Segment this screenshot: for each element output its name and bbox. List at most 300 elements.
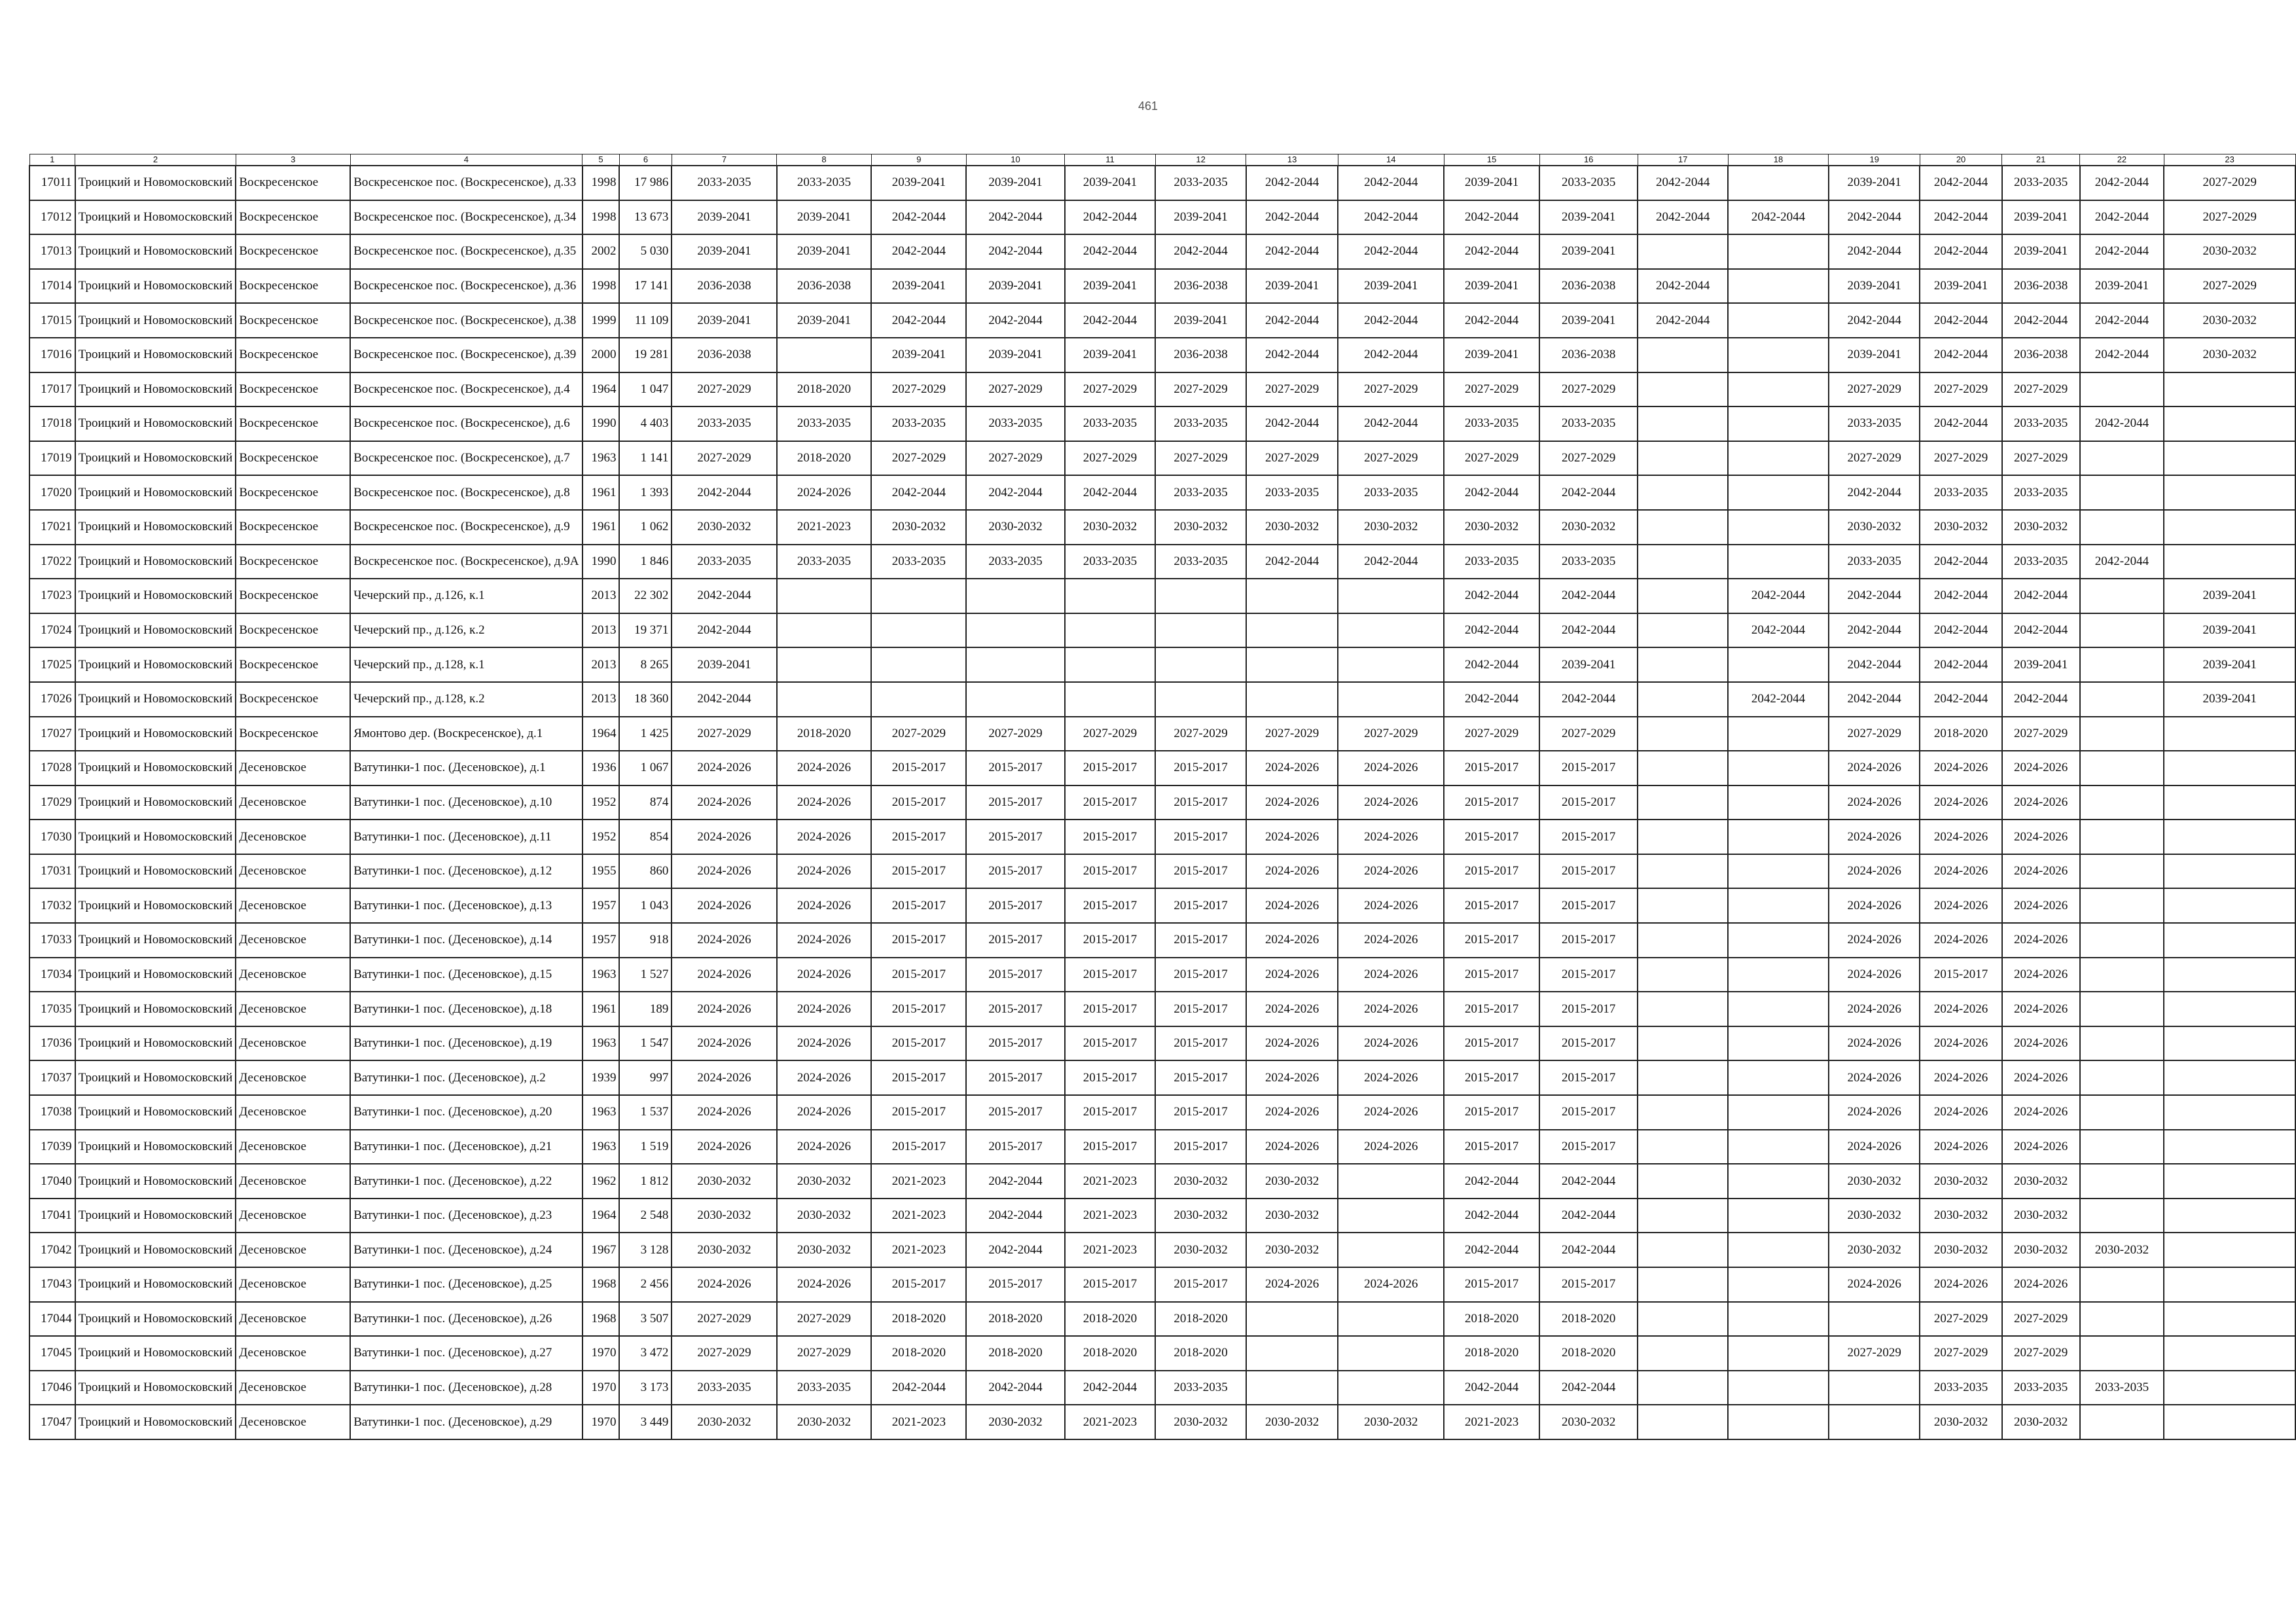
period-cell-col-14: 2024-2026 <box>1338 1095 1444 1130</box>
period-cell-col-11: 2015-2017 <box>1065 854 1156 889</box>
period-cell-col-10: 2015-2017 <box>966 923 1064 958</box>
period-cell-col-23 <box>2164 1199 2295 1233</box>
period-cell-col-12: 2015-2017 <box>1155 992 1246 1026</box>
period-cell-col-9 <box>871 613 966 648</box>
period-cell-col-10: 2015-2017 <box>966 958 1064 992</box>
period-cell-col-13: 2042-2044 <box>1246 200 1338 235</box>
address-cell: Ватутинки-1 пос. (Десеновское), д.2 <box>350 1060 582 1095</box>
table-row <box>29 1026 2295 1061</box>
period-cell-col-19: 2024-2026 <box>1829 1095 1920 1130</box>
period-cell-col-22 <box>2080 854 2164 889</box>
period-cell-col-12: 2015-2017 <box>1155 751 1246 785</box>
period-cell-col-13: 2039-2041 <box>1246 269 1338 304</box>
period-cell-col-18 <box>1728 854 1829 889</box>
period-cell-col-11: 2042-2044 <box>1065 234 1156 269</box>
period-cell-col-8: 2024-2026 <box>777 820 872 854</box>
period-cell-col-23 <box>2164 1233 2295 1267</box>
settlement-cell: Десеновское <box>236 1302 350 1337</box>
period-cell-col-20: 2024-2026 <box>1920 751 2001 785</box>
period-cell-col-7: 2042-2044 <box>672 613 776 648</box>
period-cell-col-9: 2015-2017 <box>871 1026 966 1061</box>
period-cell-col-14 <box>1338 613 1444 648</box>
period-cell-col-9: 2015-2017 <box>871 1095 966 1130</box>
period-cell-col-11: 2015-2017 <box>1065 1130 1156 1164</box>
period-cell-col-15: 2030-2032 <box>1444 510 1539 545</box>
area-cell: 3 449 <box>619 1405 672 1439</box>
row-id-cell: 17011 <box>29 166 75 200</box>
period-cell-col-13: 2030-2032 <box>1246 1233 1338 1267</box>
period-cell-col-12: 2015-2017 <box>1155 854 1246 889</box>
period-cell-col-18 <box>1728 785 1829 820</box>
period-cell-col-22 <box>2080 1405 2164 1439</box>
period-cell-col-10: 2042-2044 <box>966 1233 1064 1267</box>
build-year-cell: 1970 <box>583 1371 620 1405</box>
period-cell-col-20: 2024-2026 <box>1920 785 2001 820</box>
period-cell-col-8: 2039-2041 <box>777 234 872 269</box>
period-cell-col-15: 2039-2041 <box>1444 269 1539 304</box>
period-cell-col-11: 2021-2023 <box>1065 1199 1156 1233</box>
period-cell-col-20: 2042-2044 <box>1920 579 2001 613</box>
period-cell-col-8: 2036-2038 <box>777 269 872 304</box>
period-cell-col-19: 2027-2029 <box>1829 717 1920 751</box>
row-id-cell: 17047 <box>29 1405 75 1439</box>
period-cell-col-19: 2024-2026 <box>1829 992 1920 1026</box>
period-cell-col-23: 2030-2032 <box>2164 234 2295 269</box>
period-cell-col-12 <box>1155 613 1246 648</box>
district-cell: Троицкий и Новомосковский <box>75 166 236 200</box>
column-number-3: 3 <box>236 154 350 166</box>
period-cell-col-8: 2024-2026 <box>777 785 872 820</box>
area-cell: 1 393 <box>619 475 672 510</box>
table-row <box>29 751 2295 785</box>
period-cell-col-19: 2024-2026 <box>1829 1130 1920 1164</box>
period-cell-col-19: 2024-2026 <box>1829 1060 1920 1095</box>
build-year-cell: 1957 <box>583 923 620 958</box>
period-cell-col-9: 2027-2029 <box>871 717 966 751</box>
period-cell-col-13: 2042-2044 <box>1246 406 1338 441</box>
area-cell: 189 <box>619 992 672 1026</box>
period-cell-col-8: 2024-2026 <box>777 888 872 923</box>
build-year-cell: 1990 <box>583 406 620 441</box>
period-cell-col-12: 2033-2035 <box>1155 406 1246 441</box>
period-cell-col-8: 2024-2026 <box>777 992 872 1026</box>
period-cell-col-20: 2024-2026 <box>1920 1267 2001 1302</box>
period-cell-col-12: 2015-2017 <box>1155 1267 1246 1302</box>
period-cell-col-22: 2042-2044 <box>2080 406 2164 441</box>
period-cell-col-19: 2027-2029 <box>1829 1336 1920 1371</box>
period-cell-col-19: 2042-2044 <box>1829 303 1920 338</box>
period-cell-col-22 <box>2080 785 2164 820</box>
period-cell-col-9 <box>871 579 966 613</box>
period-cell-col-11: 2015-2017 <box>1065 785 1156 820</box>
period-cell-col-15: 2015-2017 <box>1444 1026 1539 1061</box>
area-cell: 19 281 <box>619 338 672 372</box>
period-cell-col-9 <box>871 682 966 717</box>
period-cell-col-7: 2024-2026 <box>672 1095 776 1130</box>
period-cell-col-12: 2027-2029 <box>1155 372 1246 407</box>
row-id-cell: 17030 <box>29 820 75 854</box>
period-cell-col-7: 2042-2044 <box>672 579 776 613</box>
period-cell-col-18 <box>1728 820 1829 854</box>
period-cell-col-23: 2027-2029 <box>2164 166 2295 200</box>
period-cell-col-9: 2015-2017 <box>871 992 966 1026</box>
table-row <box>29 717 2295 751</box>
period-cell-col-7: 2036-2038 <box>672 338 776 372</box>
period-cell-col-20: 2024-2026 <box>1920 888 2001 923</box>
period-cell-col-22 <box>2080 923 2164 958</box>
period-cell-col-20: 2024-2026 <box>1920 992 2001 1026</box>
period-cell-col-18 <box>1728 1026 1829 1061</box>
period-cell-col-13: 2024-2026 <box>1246 1095 1338 1130</box>
settlement-cell: Воскресенское <box>236 647 350 682</box>
table-row <box>29 303 2295 338</box>
period-cell-col-12: 2030-2032 <box>1155 1164 1246 1199</box>
row-id-cell: 17034 <box>29 958 75 992</box>
row-id-cell: 17029 <box>29 785 75 820</box>
period-cell-col-20: 2042-2044 <box>1920 200 2001 235</box>
settlement-cell: Десеновское <box>236 1405 350 1439</box>
address-cell: Ямонтово дер. (Воскресенское), д.1 <box>350 717 582 751</box>
address-cell: Воскресенское пос. (Воскресенское), д.4 <box>350 372 582 407</box>
district-cell: Троицкий и Новомосковский <box>75 1095 236 1130</box>
period-cell-col-16: 2015-2017 <box>1539 785 1638 820</box>
period-cell-col-21: 2039-2041 <box>2002 234 2080 269</box>
period-cell-col-14: 2042-2044 <box>1338 166 1444 200</box>
row-id-cell: 17028 <box>29 751 75 785</box>
period-cell-col-18 <box>1728 751 1829 785</box>
period-cell-col-19: 2042-2044 <box>1829 682 1920 717</box>
period-cell-col-17: 2042-2044 <box>1638 200 1728 235</box>
settlement-cell: Десеновское <box>236 1130 350 1164</box>
build-year-cell: 1936 <box>583 751 620 785</box>
period-cell-col-14: 2042-2044 <box>1338 406 1444 441</box>
period-cell-col-20: 2030-2032 <box>1920 1405 2001 1439</box>
table-row <box>29 338 2295 372</box>
address-cell: Воскресенское пос. (Воскресенское), д.33 <box>350 166 582 200</box>
period-cell-col-14: 2024-2026 <box>1338 1130 1444 1164</box>
district-cell: Троицкий и Новомосковский <box>75 647 236 682</box>
column-number-4: 4 <box>350 154 582 166</box>
area-cell: 22 302 <box>619 579 672 613</box>
period-cell-col-19: 2042-2044 <box>1829 475 1920 510</box>
address-cell: Ватутинки-1 пос. (Десеновское), д.1 <box>350 751 582 785</box>
period-cell-col-19: 2030-2032 <box>1829 1199 1920 1233</box>
period-cell-col-17 <box>1638 1405 1728 1439</box>
period-cell-col-11: 2015-2017 <box>1065 992 1156 1026</box>
period-cell-col-16: 2042-2044 <box>1539 613 1638 648</box>
period-cell-col-21: 2033-2035 <box>2002 406 2080 441</box>
period-cell-col-20: 2042-2044 <box>1920 682 2001 717</box>
build-year-cell: 1998 <box>583 269 620 304</box>
district-cell: Троицкий и Новомосковский <box>75 785 236 820</box>
period-cell-col-13 <box>1246 1371 1338 1405</box>
period-cell-col-14 <box>1338 647 1444 682</box>
row-id-cell: 17035 <box>29 992 75 1026</box>
period-cell-col-23: 2039-2041 <box>2164 647 2295 682</box>
period-cell-col-23: 2027-2029 <box>2164 200 2295 235</box>
period-cell-col-13: 2024-2026 <box>1246 1267 1338 1302</box>
build-year-cell: 1998 <box>583 200 620 235</box>
period-cell-col-7: 2027-2029 <box>672 441 776 476</box>
period-cell-col-7: 2030-2032 <box>672 1405 776 1439</box>
period-cell-col-20: 2027-2029 <box>1920 1302 2001 1337</box>
period-cell-col-8: 2024-2026 <box>777 751 872 785</box>
period-cell-col-7: 2030-2032 <box>672 1199 776 1233</box>
period-cell-col-11 <box>1065 647 1156 682</box>
period-cell-col-10: 2039-2041 <box>966 166 1064 200</box>
period-cell-col-14: 2033-2035 <box>1338 475 1444 510</box>
period-cell-col-19: 2033-2035 <box>1829 406 1920 441</box>
period-cell-col-9: 2042-2044 <box>871 475 966 510</box>
period-cell-col-11: 2027-2029 <box>1065 441 1156 476</box>
table-row <box>29 1233 2295 1267</box>
period-cell-col-22 <box>2080 647 2164 682</box>
period-cell-col-10 <box>966 579 1064 613</box>
period-cell-col-16: 2015-2017 <box>1539 751 1638 785</box>
period-cell-col-14: 2024-2026 <box>1338 785 1444 820</box>
build-year-cell: 1963 <box>583 958 620 992</box>
period-cell-col-20: 2033-2035 <box>1920 1371 2001 1405</box>
period-cell-col-11: 2042-2044 <box>1065 200 1156 235</box>
column-number-23: 23 <box>2164 154 2295 166</box>
period-cell-col-20: 2042-2044 <box>1920 303 2001 338</box>
period-cell-col-10: 2018-2020 <box>966 1302 1064 1337</box>
row-id-cell: 17025 <box>29 647 75 682</box>
period-cell-col-19: 2042-2044 <box>1829 200 1920 235</box>
period-cell-col-14 <box>1338 1233 1444 1267</box>
period-cell-col-15: 2015-2017 <box>1444 923 1539 958</box>
address-cell: Ватутинки-1 пос. (Десеновское), д.21 <box>350 1130 582 1164</box>
period-cell-col-23 <box>2164 888 2295 923</box>
table-row <box>29 166 2295 200</box>
period-cell-col-15: 2015-2017 <box>1444 958 1539 992</box>
period-cell-col-21: 2024-2026 <box>2002 1026 2080 1061</box>
period-cell-col-9: 2033-2035 <box>871 406 966 441</box>
period-cell-col-18 <box>1728 1130 1829 1164</box>
address-cell: Чечерский пр., д.128, к.2 <box>350 682 582 717</box>
period-cell-col-18 <box>1728 1095 1829 1130</box>
period-cell-col-7: 2024-2026 <box>672 923 776 958</box>
column-number-row <box>29 154 2295 166</box>
period-cell-col-18 <box>1728 1405 1829 1439</box>
period-cell-col-13: 2024-2026 <box>1246 751 1338 785</box>
row-id-cell: 17044 <box>29 1302 75 1337</box>
period-cell-col-15: 2042-2044 <box>1444 682 1539 717</box>
period-cell-col-14 <box>1338 1336 1444 1371</box>
table-row <box>29 372 2295 407</box>
period-cell-col-22: 2042-2044 <box>2080 338 2164 372</box>
period-cell-col-9: 2042-2044 <box>871 303 966 338</box>
period-cell-col-13: 2024-2026 <box>1246 992 1338 1026</box>
period-cell-col-23: 2027-2029 <box>2164 269 2295 304</box>
period-cell-col-21: 2033-2035 <box>2002 1371 2080 1405</box>
build-year-cell: 1990 <box>583 545 620 579</box>
period-cell-col-21: 2030-2032 <box>2002 1199 2080 1233</box>
period-cell-col-16: 2015-2017 <box>1539 1095 1638 1130</box>
district-cell: Троицкий и Новомосковский <box>75 1199 236 1233</box>
period-cell-col-18 <box>1728 1267 1829 1302</box>
period-cell-col-9: 2015-2017 <box>871 958 966 992</box>
settlement-cell: Десеновское <box>236 1371 350 1405</box>
period-cell-col-14 <box>1338 1371 1444 1405</box>
period-cell-col-12: 2039-2041 <box>1155 303 1246 338</box>
period-cell-col-16: 2015-2017 <box>1539 992 1638 1026</box>
address-cell: Воскресенское пос. (Воскресенское), д.39 <box>350 338 582 372</box>
period-cell-col-12 <box>1155 647 1246 682</box>
period-cell-col-21: 2042-2044 <box>2002 613 2080 648</box>
period-cell-col-11: 2039-2041 <box>1065 166 1156 200</box>
period-cell-col-23 <box>2164 958 2295 992</box>
period-cell-col-22 <box>2080 1060 2164 1095</box>
period-cell-col-12: 2030-2032 <box>1155 1199 1246 1233</box>
settlement-cell: Воскресенское <box>236 338 350 372</box>
period-cell-col-23 <box>2164 441 2295 476</box>
row-id-cell: 17014 <box>29 269 75 304</box>
period-cell-col-8: 2018-2020 <box>777 372 872 407</box>
build-year-cell: 1952 <box>583 820 620 854</box>
period-cell-col-22 <box>2080 958 2164 992</box>
period-cell-col-10: 2042-2044 <box>966 1371 1064 1405</box>
period-cell-col-20: 2030-2032 <box>1920 1233 2001 1267</box>
period-cell-col-13: 2030-2032 <box>1246 1199 1338 1233</box>
table-body <box>29 166 2295 1439</box>
period-cell-col-19: 2024-2026 <box>1829 1267 1920 1302</box>
period-cell-col-14: 2024-2026 <box>1338 854 1444 889</box>
period-cell-col-23 <box>2164 1267 2295 1302</box>
period-cell-col-19: 2027-2029 <box>1829 441 1920 476</box>
address-cell: Ватутинки-1 пос. (Десеновское), д.26 <box>350 1302 582 1337</box>
column-number-18: 18 <box>1728 154 1829 166</box>
period-cell-col-15: 2039-2041 <box>1444 338 1539 372</box>
settlement-cell: Воскресенское <box>236 545 350 579</box>
period-cell-col-10: 2039-2041 <box>966 338 1064 372</box>
period-cell-col-12: 2033-2035 <box>1155 545 1246 579</box>
period-cell-col-16: 2018-2020 <box>1539 1336 1638 1371</box>
period-cell-col-19: 2030-2032 <box>1829 1233 1920 1267</box>
settlement-cell: Воскресенское <box>236 372 350 407</box>
period-cell-col-21: 2030-2032 <box>2002 510 2080 545</box>
period-cell-col-19: 2042-2044 <box>1829 234 1920 269</box>
period-cell-col-15: 2033-2035 <box>1444 406 1539 441</box>
build-year-cell: 1964 <box>583 372 620 407</box>
column-number-13: 13 <box>1246 154 1338 166</box>
capital-repair-schedule-table <box>29 154 2296 1440</box>
period-cell-col-15: 2018-2020 <box>1444 1302 1539 1337</box>
period-cell-col-7: 2030-2032 <box>672 1233 776 1267</box>
period-cell-col-14: 2024-2026 <box>1338 888 1444 923</box>
period-cell-col-23 <box>2164 751 2295 785</box>
period-cell-col-7: 2030-2032 <box>672 510 776 545</box>
settlement-cell: Десеновское <box>236 820 350 854</box>
period-cell-col-16: 2027-2029 <box>1539 717 1638 751</box>
row-id-cell: 17043 <box>29 1267 75 1302</box>
period-cell-col-12: 2027-2029 <box>1155 441 1246 476</box>
address-cell: Ватутинки-1 пос. (Десеновское), д.23 <box>350 1199 582 1233</box>
period-cell-col-21: 2042-2044 <box>2002 579 2080 613</box>
period-cell-col-20: 2024-2026 <box>1920 923 2001 958</box>
period-cell-col-23 <box>2164 923 2295 958</box>
period-cell-col-15: 2018-2020 <box>1444 1336 1539 1371</box>
row-id-cell: 17045 <box>29 1336 75 1371</box>
area-cell: 1 846 <box>619 545 672 579</box>
settlement-cell: Десеновское <box>236 751 350 785</box>
period-cell-col-8: 2024-2026 <box>777 1130 872 1164</box>
area-cell: 1 519 <box>619 1130 672 1164</box>
table-row <box>29 992 2295 1026</box>
table-row <box>29 441 2295 476</box>
table-row <box>29 234 2295 269</box>
area-cell: 3 507 <box>619 1302 672 1337</box>
table-row <box>29 579 2295 613</box>
period-cell-col-15: 2015-2017 <box>1444 751 1539 785</box>
period-cell-col-11: 2042-2044 <box>1065 1371 1156 1405</box>
period-cell-col-18 <box>1728 303 1829 338</box>
period-cell-col-16: 2042-2044 <box>1539 682 1638 717</box>
period-cell-col-11: 2021-2023 <box>1065 1164 1156 1199</box>
column-number-1: 1 <box>29 154 75 166</box>
area-cell: 854 <box>619 820 672 854</box>
area-cell: 17 986 <box>619 166 672 200</box>
period-cell-col-10: 2015-2017 <box>966 1095 1064 1130</box>
address-cell: Ватутинки-1 пос. (Десеновское), д.18 <box>350 992 582 1026</box>
period-cell-col-11: 2015-2017 <box>1065 923 1156 958</box>
period-cell-col-21: 2027-2029 <box>2002 717 2080 751</box>
row-id-cell: 17024 <box>29 613 75 648</box>
period-cell-col-10 <box>966 613 1064 648</box>
column-number-19: 19 <box>1829 154 1920 166</box>
address-cell: Воскресенское пос. (Воскресенское), д.34 <box>350 200 582 235</box>
period-cell-col-10: 2015-2017 <box>966 751 1064 785</box>
period-cell-col-20: 2024-2026 <box>1920 854 2001 889</box>
period-cell-col-21: 2042-2044 <box>2002 303 2080 338</box>
period-cell-col-13: 2024-2026 <box>1246 1026 1338 1061</box>
area-cell: 874 <box>619 785 672 820</box>
period-cell-col-23 <box>2164 854 2295 889</box>
row-id-cell: 17046 <box>29 1371 75 1405</box>
period-cell-col-18 <box>1728 406 1829 441</box>
period-cell-col-8: 2039-2041 <box>777 200 872 235</box>
table-row <box>29 1164 2295 1199</box>
period-cell-col-10: 2042-2044 <box>966 1164 1064 1199</box>
period-cell-col-17 <box>1638 579 1728 613</box>
build-year-cell: 1955 <box>583 854 620 889</box>
period-cell-col-18 <box>1728 269 1829 304</box>
period-cell-col-17 <box>1638 1336 1728 1371</box>
period-cell-col-17 <box>1638 1302 1728 1337</box>
period-cell-col-14: 2024-2026 <box>1338 820 1444 854</box>
table-row <box>29 820 2295 854</box>
period-cell-col-23: 2039-2041 <box>2164 682 2295 717</box>
period-cell-col-12: 2015-2017 <box>1155 1130 1246 1164</box>
district-cell: Троицкий и Новомосковский <box>75 234 236 269</box>
period-cell-col-23 <box>2164 545 2295 579</box>
district-cell: Троицкий и Новомосковский <box>75 1130 236 1164</box>
row-id-cell: 17036 <box>29 1026 75 1061</box>
period-cell-col-7: 2024-2026 <box>672 820 776 854</box>
column-number-8: 8 <box>777 154 872 166</box>
period-cell-col-10: 2015-2017 <box>966 1267 1064 1302</box>
period-cell-col-12: 2039-2041 <box>1155 200 1246 235</box>
period-cell-col-8: 2033-2035 <box>777 166 872 200</box>
period-cell-col-13: 2042-2044 <box>1246 303 1338 338</box>
period-cell-col-17 <box>1638 820 1728 854</box>
period-cell-col-21: 2036-2038 <box>2002 338 2080 372</box>
settlement-cell: Десеновское <box>236 1026 350 1061</box>
period-cell-col-16: 2042-2044 <box>1539 475 1638 510</box>
period-cell-col-19 <box>1829 1371 1920 1405</box>
column-number-12: 12 <box>1155 154 1246 166</box>
period-cell-col-20: 2039-2041 <box>1920 269 2001 304</box>
